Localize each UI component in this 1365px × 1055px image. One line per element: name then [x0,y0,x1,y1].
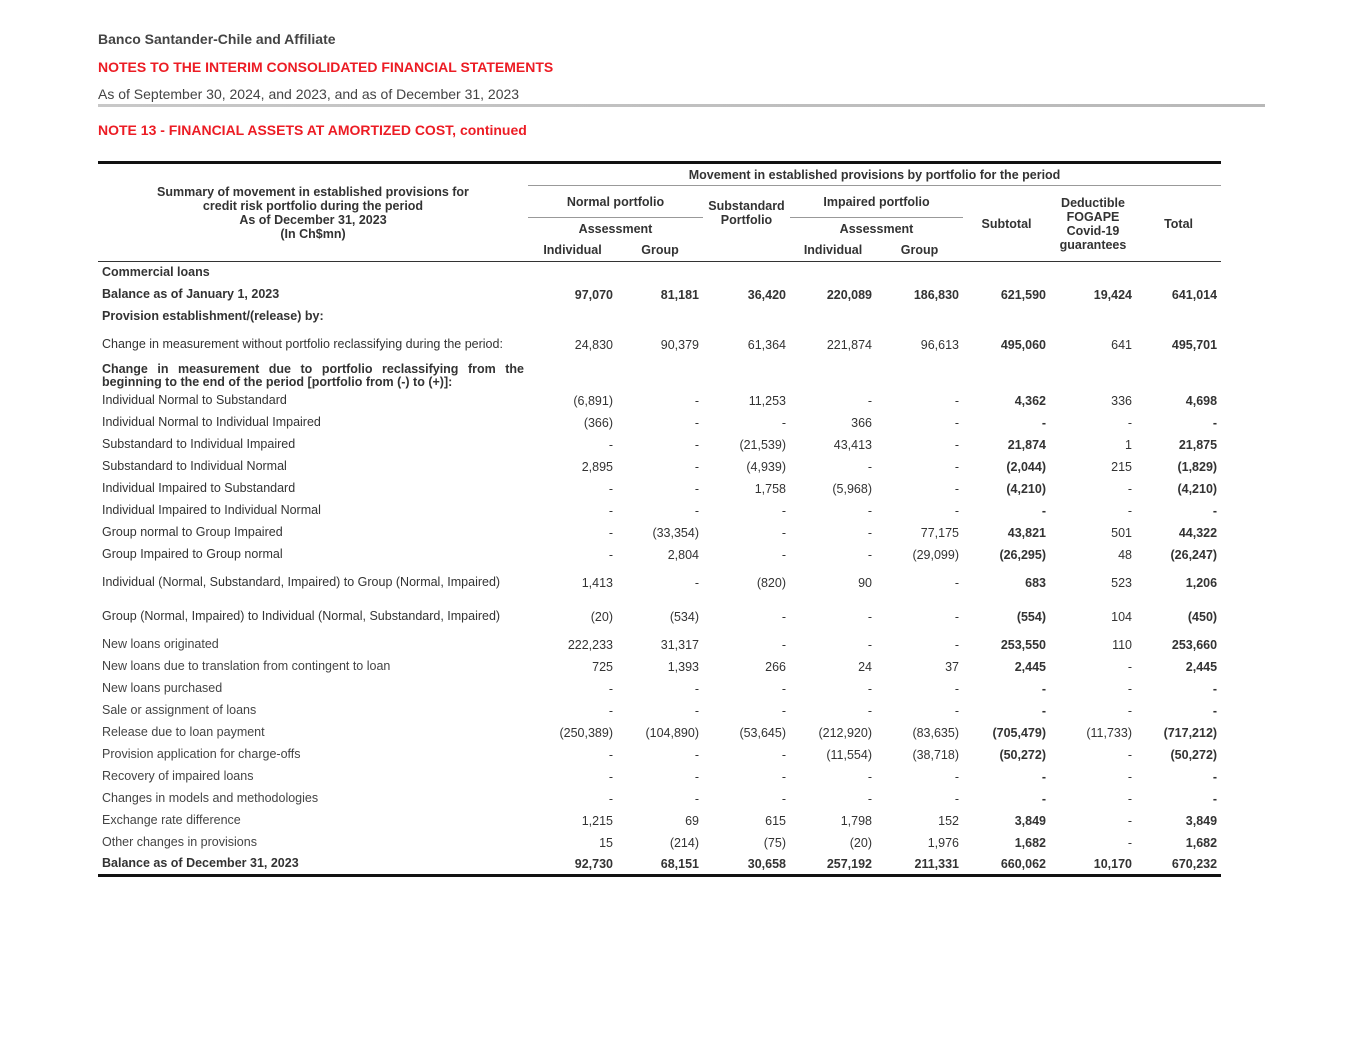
cell-value: (705,479) [992,725,1046,740]
cell-value: 24,830 [574,337,613,352]
cell-value: (75) [763,835,786,850]
table-row [98,566,1221,600]
cell-value [1050,306,1136,328]
table-header [98,163,1221,262]
cell-value: (717,212) [1163,725,1218,740]
cell-value: 683 [1025,575,1046,590]
cell-value: (21,539) [739,437,786,452]
notes-title: NOTES TO THE INTERIM CONSOLIDATED FINANCIAL STATEMENTS [98,59,554,75]
cell-value: (11,554) [826,747,872,762]
cell-value: - [1127,681,1132,696]
substandard-blank-header [703,240,790,262]
table-row [98,328,1221,362]
table-row [98,456,1221,478]
cell-value: - [694,747,699,762]
cell-value: - [781,703,786,718]
table-title-line: (In Ch$mn) [280,226,346,241]
cell-value: - [1212,681,1218,696]
fogape-header [1050,186,1136,262]
table-row [98,600,1221,634]
cell-value: (250,389) [559,725,613,740]
cell-value: - [781,503,786,518]
cell-value: (20) [849,835,872,850]
row-label: Group (Normal, Impaired) to Individual (Normal, Substandard, Impaired) [102,609,501,623]
row-label: Sale or assignment of loans [102,703,257,717]
cell-value [703,306,790,328]
cell-value [528,306,617,328]
row-label: Individual Impaired to Individual Normal [102,503,321,517]
normal-portfolio-header: Normal portfolio [528,186,703,218]
cell-value: (83,635) [912,725,959,740]
row-label: Change in measurement due to portfolio reclassifying from the beginning to the end of the period [portfolio from (-) to (+)]: [102,361,524,389]
cell-value: (4,939) [746,459,786,474]
cell-value: 110 [1112,637,1132,652]
cell-value: - [1212,415,1218,430]
cell-value: 44,322 [1178,525,1218,540]
cell-value: - [954,393,959,408]
row-label: Substandard to Individual Normal [102,459,287,473]
cell-value: 222,233 [567,637,613,652]
cell-value: - [1212,503,1218,518]
cell-value: - [781,609,786,624]
cell-value: 37 [945,659,959,674]
cell-value: 523 [1111,575,1132,590]
cell-value: - [954,415,959,430]
cell-value: 48 [1118,547,1132,562]
cell-value: - [1041,415,1046,430]
table-row [98,832,1221,854]
cell-value: (20) [590,609,613,624]
cell-value: - [1127,481,1132,496]
cell-value: 43,821 [1007,525,1046,540]
row-label: Changes in models and methodologies [102,791,319,805]
cell-value: - [781,547,786,562]
table-row [98,744,1221,766]
cell-value: 2,445 [1014,659,1046,674]
cell-value: - [694,481,699,496]
row-label: Group Impaired to Group normal [102,547,283,561]
table-row [98,412,1221,434]
cell-value [790,262,876,284]
normal-group-header: Group [617,240,703,262]
cell-value: - [694,459,699,474]
table-row [98,390,1221,412]
cell-value [876,362,963,390]
cell-value: - [694,681,699,696]
header-divider [98,104,1265,107]
table-row [98,522,1221,544]
cell-value: 97,070 [574,287,613,302]
cell-value [617,306,703,328]
row-label: Individual (Normal, Substandard, Impaired) to Group (Normal, Impaired) [102,575,501,589]
cell-value: (6,891) [573,393,613,408]
cell-value: 21,874 [1007,437,1046,452]
cell-value: 96,613 [920,337,959,352]
table-body [98,262,1221,876]
cell-value: 660,062 [1000,856,1046,871]
cell-value: - [1127,769,1132,784]
row-label: Individual Normal to Substandard [102,393,287,407]
cell-value: - [1041,791,1046,806]
cell-value: 3,849 [1014,813,1046,828]
row-label: Balance as of January 1, 2023 [102,287,280,301]
cell-value: - [1041,503,1046,518]
row-label: Exchange rate difference [102,813,241,827]
cell-value: 90 [858,575,872,590]
cell-value: 11,253 [748,393,786,408]
cell-value: (212,920) [818,725,872,740]
cell-value: (214) [669,835,699,850]
cell-value: - [867,525,872,540]
cell-value: - [608,769,613,784]
cell-value: - [608,437,613,452]
cell-value [528,362,617,390]
cell-value: (33,354) [652,525,699,540]
cell-value: 1,798 [840,813,872,828]
row-label: Other changes in provisions [102,835,257,849]
cell-value: - [867,609,872,624]
cell-value: 77,175 [920,525,959,540]
cell-value: - [1127,703,1132,718]
table-row [98,722,1221,744]
cell-value: 1,413 [581,575,613,590]
cell-value [1050,362,1136,390]
cell-value: - [781,681,786,696]
row-label: New loans purchased [102,681,223,695]
cell-value: 495,701 [1171,337,1218,352]
cell-value: - [1212,791,1218,806]
cell-value: 69 [685,813,699,828]
cell-value: 43,413 [833,437,872,452]
table-row [98,362,1221,390]
cell-value: 366 [851,415,872,430]
row-label: Individual Impaired to Substandard [102,481,296,495]
table-title [98,163,528,262]
total-header: Total [1136,186,1221,262]
cell-value: - [1041,769,1046,784]
cell-value: 2,804 [667,547,699,562]
substandard-header [703,186,790,240]
cell-value: (2,044) [1006,459,1046,474]
cell-value: 621,590 [1000,287,1046,302]
cell-value: 21,875 [1178,437,1218,452]
cell-value: - [1127,747,1132,762]
cell-value: - [694,575,699,590]
cell-value: (29,099) [912,547,959,562]
row-label: Substandard to Individual Impaired [102,437,296,451]
cell-value: - [781,791,786,806]
cell-value [876,262,963,284]
cell-value: 253,660 [1171,637,1218,652]
table-row [98,656,1221,678]
cell-value: 501 [1111,525,1132,540]
cell-value: 221,874 [826,337,872,352]
row-label: Change in measurement without portfolio reclassifying during the period: [102,337,503,351]
cell-value: 641,014 [1171,287,1218,302]
cell-value: 1,758 [754,481,786,496]
cell-value [617,362,703,390]
cell-value: 90,379 [660,337,699,352]
cell-value: - [608,481,613,496]
cell-value: 1,682 [1014,835,1046,850]
cell-value: - [954,703,959,718]
table-row [98,678,1221,700]
company-name: Banco Santander-Chile and Affiliate [98,31,336,47]
normal-assessment-header: Assessment [578,221,653,236]
table-row [98,634,1221,656]
cell-value [963,262,1050,284]
cell-value: - [694,769,699,784]
fogape-line: guarantees [1059,237,1127,252]
cell-value: - [867,769,872,784]
impaired-assessment-header: Assessment [839,221,914,236]
cell-value: - [1127,503,1132,518]
cell-value: - [954,637,959,652]
cell-value: 220,089 [826,287,872,302]
fogape-line: FOGAPE [1066,209,1120,224]
cell-value: 2,445 [1185,659,1218,674]
impaired-portfolio-header: Impaired portfolio [790,186,963,218]
cell-value: - [1212,703,1218,718]
cell-value: - [608,747,613,762]
cell-value: - [781,415,786,430]
cell-value: (534) [669,609,699,624]
cell-value: - [954,791,959,806]
cell-value: 10,170 [1093,856,1132,871]
subtotal-header: Subtotal [963,186,1050,262]
cell-value: 68,151 [660,856,699,871]
cell-value: - [954,681,959,696]
table-title-line: Summary of movement in established provisions for [157,184,469,199]
cell-value: - [1041,681,1046,696]
cell-value: 641 [1111,337,1132,352]
cell-value: 253,550 [1000,637,1046,652]
row-label: Release due to loan payment [102,725,265,739]
normal-individual-header: Individual [528,240,617,262]
cell-value: - [1127,813,1132,828]
cell-value: (50,272) [1170,747,1218,762]
cell-value: 30,658 [747,856,786,871]
row-label: Group normal to Group Impaired [102,525,283,539]
cell-value [963,306,1050,328]
cell-value: - [954,503,959,518]
row-label: New loans due to translation from contingent to loan [102,659,391,673]
table-title-line: As of December 31, 2023 [239,212,387,227]
as-of-date: As of September 30, 2024, and 2023, and as of December 31, 2023 [98,86,520,102]
cell-value: - [608,547,613,562]
cell-value: 3,849 [1185,813,1218,828]
cell-value [1136,262,1221,284]
cell-value [963,362,1050,390]
cell-value: - [867,459,872,474]
cell-value: - [867,703,872,718]
cell-value: - [954,437,959,452]
table-row [98,434,1221,456]
cell-value [703,362,790,390]
cell-value: - [694,415,699,430]
cell-value: 1,215 [581,813,613,828]
cell-value: - [694,503,699,518]
cell-value: 257,192 [826,856,872,871]
cell-value: - [608,681,613,696]
cell-value [528,262,617,284]
cell-value: - [1041,703,1046,718]
cell-value: 2,895 [581,459,613,474]
cell-value: 495,060 [1000,337,1046,352]
table-row [98,810,1221,832]
table-row [98,854,1221,876]
substandard-line: Portfolio [720,212,773,227]
cell-value: (820) [756,575,786,590]
table-row [98,262,1221,284]
cell-value: - [1127,791,1132,806]
cell-value: - [781,747,786,762]
cell-value: - [954,459,959,474]
cell-value [1136,306,1221,328]
cell-value: 19,424 [1093,287,1132,302]
row-label: Individual Normal to Individual Impaired [102,415,321,429]
cell-value: 615 [765,813,786,828]
fogape-line: Deductible [1061,195,1125,210]
cell-value: 1,206 [1185,575,1218,590]
cell-value: 1,393 [667,659,699,674]
cell-value: 336 [1111,393,1132,408]
cell-value: - [867,547,872,562]
cell-value: (26,247) [1170,547,1218,562]
cell-value: - [954,769,959,784]
cell-value: (5,968) [832,481,872,496]
row-label: Balance as of December 31, 2023 [102,856,299,871]
cell-value [790,306,876,328]
impaired-group-header: Group [876,240,963,262]
row-label: New loans originated [102,637,219,651]
table-row [98,788,1221,810]
super-header: Movement in established provisions by portfolio for the period [528,163,1221,186]
table-title-line: credit risk portfolio during the period [202,198,424,213]
table-row [98,306,1221,328]
cell-value: - [781,769,786,784]
cell-value: - [954,575,959,590]
row-label: Recovery of impaired loans [102,769,254,783]
cell-value: - [1127,835,1132,850]
cell-value: (53,645) [739,725,786,740]
cell-value: 1,682 [1185,835,1218,850]
cell-value [1050,262,1136,284]
cell-value: 266 [765,659,786,674]
cell-value: 92,730 [574,856,613,871]
cell-value: 4,698 [1185,393,1218,408]
cell-value: - [694,703,699,718]
cell-value: 61,364 [747,337,786,352]
cell-value: 725 [592,659,613,674]
cell-value: - [954,609,959,624]
provisions-table [98,161,1221,877]
cell-value: 186,830 [913,287,959,302]
cell-value: - [867,791,872,806]
cell-value: - [781,637,786,652]
cell-value: (450) [1187,609,1218,624]
cell-value: 36,420 [747,287,786,302]
cell-value: 15 [599,835,613,850]
cell-value [617,262,703,284]
cell-value: (50,272) [999,747,1046,762]
cell-value: - [954,481,959,496]
cell-value: 670,232 [1171,856,1218,871]
cell-value: 81,181 [660,287,699,302]
cell-value: 1,976 [927,835,959,850]
cell-value: - [781,525,786,540]
cell-value: - [867,503,872,518]
fogape-line: Covid-19 [1066,223,1120,238]
cell-value: (366) [583,415,613,430]
cell-value: - [608,791,613,806]
cell-value: (38,718) [912,747,959,762]
cell-value: - [694,791,699,806]
cell-value [1136,362,1221,390]
cell-value: 215 [1111,459,1132,474]
cell-value: - [608,703,613,718]
cell-value: 1 [1125,437,1132,452]
cell-value [876,306,963,328]
table-row [98,544,1221,566]
table-row [98,478,1221,500]
cell-value: - [608,503,613,518]
cell-value: - [1127,659,1132,674]
row-label: Provision establishment/(release) by: [102,309,324,323]
cell-value: 104 [1111,609,1132,624]
cell-value: - [867,637,872,652]
cell-value: 211,331 [914,856,959,871]
row-label: Commercial loans [102,265,210,280]
cell-value: 152 [938,813,959,828]
cell-value: - [694,437,699,452]
table-row [98,700,1221,722]
cell-value: (104,890) [645,725,699,740]
cell-value: 24 [858,659,872,674]
cell-value: - [1212,769,1218,784]
table-row [98,766,1221,788]
cell-value: (554) [1016,609,1046,624]
substandard-line: Substandard [708,198,785,213]
table-row [98,500,1221,522]
cell-value: - [694,393,699,408]
table-row [98,284,1221,306]
cell-value [790,362,876,390]
note-title: NOTE 13 - FINANCIAL ASSETS AT AMORTIZED COST, continued [98,122,527,138]
cell-value: (1,829) [1177,459,1218,474]
cell-value [703,262,790,284]
cell-value: (26,295) [999,547,1046,562]
cell-value: 31,317 [660,637,699,652]
cell-value: 4,362 [1014,393,1046,408]
cell-value: (4,210) [1006,481,1046,496]
cell-value: - [608,525,613,540]
cell-value: - [1127,415,1132,430]
impaired-individual-header: Individual [790,240,876,262]
cell-value: (4,210) [1177,481,1218,496]
row-label: Provision application for charge-offs [102,747,301,761]
cell-value: - [867,393,872,408]
cell-value: (11,733) [1086,725,1132,740]
cell-value: - [867,681,872,696]
